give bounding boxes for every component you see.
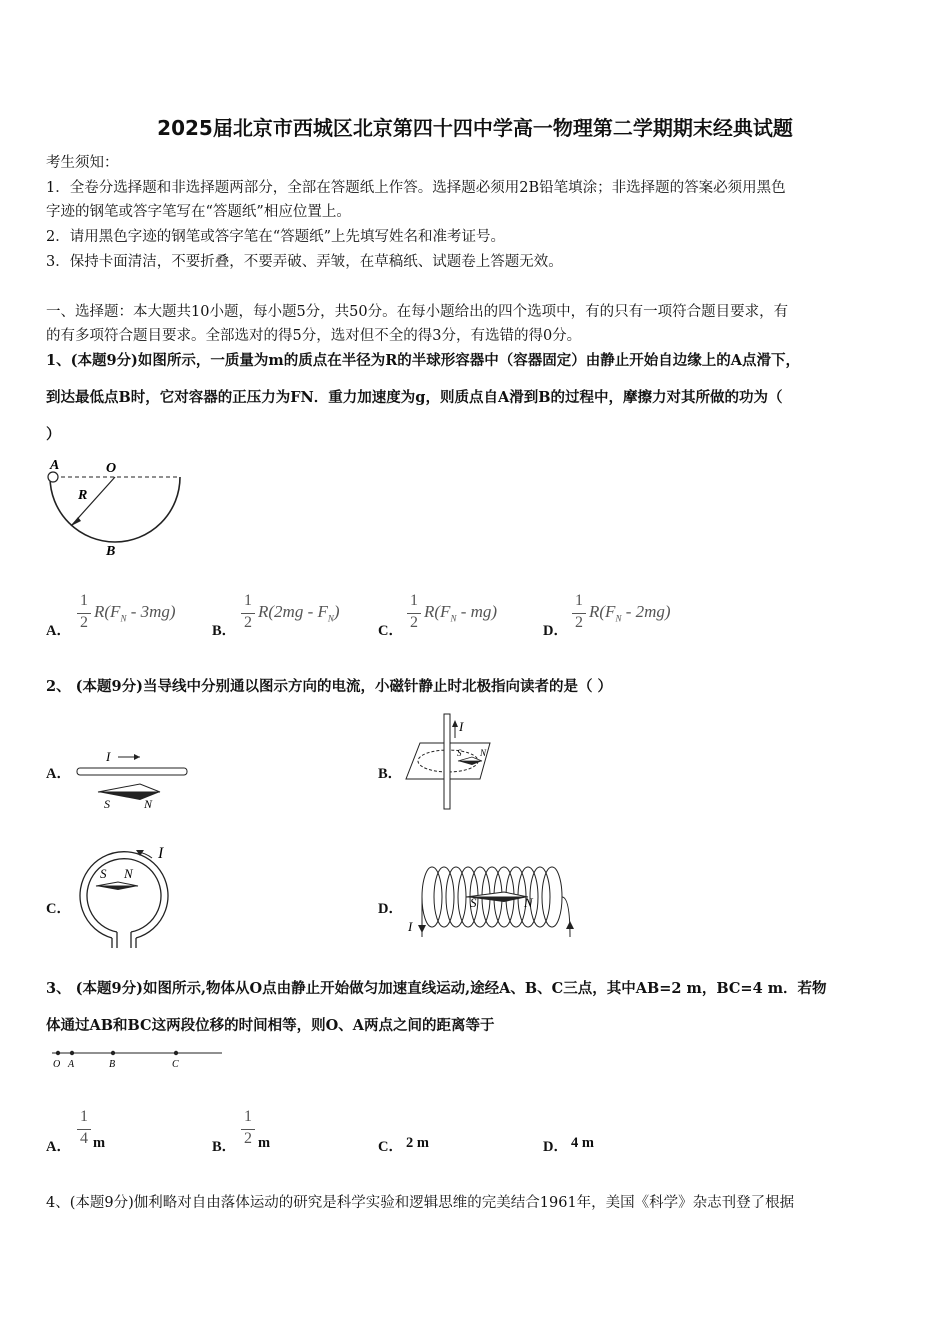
page-title: 2025届北京市西城区北京第四十四中学高一物理第二学期期末经典试题 (157, 116, 793, 140)
label-s: S (470, 895, 477, 910)
option-label: B． (212, 1139, 237, 1155)
notice-heading: 考生须知： (46, 155, 119, 171)
q2-stem: 2、 (本题9分)当导线中分别通以图示方向的电流，小磁针静止时北极指向读者的是（ ） (46, 678, 612, 695)
label-n: N (144, 797, 153, 811)
option-unit: m (258, 1135, 271, 1151)
section-intro: 的有多项符合题目要求。全部选对的得5分，选对但不全的得3分，有选错的得0分。 (46, 328, 582, 344)
label-s: S (457, 748, 462, 758)
label-current: I (408, 919, 413, 934)
label-n: N (480, 748, 487, 758)
option-expression: $R(2mg - F_N)$ (258, 602, 340, 624)
option-label: D． (543, 623, 568, 639)
exam-page: 2025届北京市西城区北京第四十四中学高一物理第二学期期末经典试题 考生须知： 1．全卷分选择题和非选择题两部分，全部在答题纸上作答。选择题必须用2B铅笔填涂；非选择题的答案必须用黑色 字迹的钢笔或答字笔写在“答题纸”相应位置上。 2．请用黑色字迹的钢笔或答字笔在“答题纸”上先填写姓名和准考证号。 3．保持卡面清洁，不要折叠，不要弄破、弄皱，在草稿纸、试题卷上答题无效。 一、选择题：本大题共10小题，每小题5分，共50分。在每小题给出的四个选项中，有的只有一项符合题目要求，有 的有多项符合题目要求。全部选对的得5分，选对但不全的得3分，有选错的得0分。 1、(本题9分)如图所示，一质量为m的质点在半径为R的半球形容器中（容器固定）由静止开始自边缘上的A点滑下， 到达最低点B时，它对容器的正压力为FN．重力加速度为g，则质点自A滑到B的过程中，摩擦力对其所做的功为（ ） A O R B A． 1 2 $R(F_N - 3mg)$ B． 1 2 $R(2mg - F_N)$ C． 1 2 $R(F_N - mg)$ D． 1 2 $R(F_N - 2mg)$ 2、 (本题9分)当导线中分别通以图示方向的电流，小磁针静止时北极指向读者的是（ ） A． I S N B． I S N C． I S N D． I S N 3、 (本题9分)如图所示,物体从O点由静止开始做匀加速直线运动,途经A、B、C三点，其中AB=2 m，BC=4 m．若物 体通过AB和BC这两段位移的时间相等，则O、A两点之间的距离等于 O A B C A． 1 4 m B． 1 2 m C． 2 m D． 4 m 4、(本题9分)伽利略对自由落体运动的研究是科学实验和逻辑思维的完美结合1961年，美国《科学》杂志刊登了根据 (0, 0, 950, 1344)
option-label: B． (212, 623, 237, 639)
section-intro: 一、选择题：本大题共10小题，每小题5分，共50分。在每小题给出的四个选项中，有的只有一项符合题目要求，有 (46, 304, 789, 320)
label-s: S (104, 797, 110, 811)
straight-wire-figure (70, 748, 195, 813)
label-s: S (100, 866, 107, 881)
option-expression: $R(F_N - 3mg)$ (94, 602, 176, 624)
option-unit: m (93, 1135, 106, 1151)
label-current: I (459, 719, 464, 734)
notice-item: 2．请用黑色字迹的钢笔或答字笔在“答题纸”上先填写姓名和准考证号。 (46, 229, 506, 245)
option-expression: $R(F_N - 2mg)$ (589, 602, 671, 624)
label-b: B (106, 544, 116, 559)
label-n: N (524, 895, 533, 910)
q4-stem: 4、(本题9分)伽利略对自由落体运动的研究是科学实验和逻辑思维的完美结合1961年，美国《科学》杂志刊登了根据 (46, 1195, 795, 1211)
point-label-c: C (172, 1059, 179, 1070)
option-label: A． (46, 623, 71, 639)
notice-item: 字迹的钢笔或答字笔写在“答题纸”相应位置上。 (46, 204, 351, 220)
label-current: I (106, 749, 111, 764)
point-label-a: A (68, 1059, 75, 1070)
q1-stem: 1、(本题9分)如图所示，一质量为m的质点在半径为R的半球形容器中（容器固定）由静止开始自边缘上的A点滑下， (46, 352, 801, 369)
point-label-o: O (53, 1059, 61, 1070)
q3-stem: 体通过AB和BC这两段位移的时间相等，则O、A两点之间的距离等于 (46, 1017, 495, 1034)
label-current: I (158, 845, 164, 862)
point-label-b: B (109, 1059, 116, 1070)
q1-stem: 到达最低点B时，它对容器的正压力为FN．重力加速度为g，则质点自A滑到B的过程中，摩擦力对其所做的功为（ (46, 389, 783, 406)
vertical-wire-plane-figure (400, 710, 500, 812)
q3-stem: 3、 (本题9分)如图所示,物体从O点由静止开始做匀加速直线运动,途经A、B、C三点，其中AB=2 m，BC=4 m．若物 (46, 980, 827, 997)
option-label: C． (378, 623, 403, 639)
q2-option-c-label[interactable]: C． (46, 901, 71, 917)
notice-item: 1．全卷分选择题和非选择题两部分，全部在答题纸上作答。选择题必须用2B铅笔填涂；非选择题的答案必须用黑色 (46, 180, 786, 196)
label-o: O (106, 461, 117, 476)
q2-option-d-label[interactable]: D． (378, 901, 403, 917)
option-value: 4 m (571, 1135, 594, 1151)
label-a: A (50, 458, 60, 473)
q1-stem: ） (46, 426, 61, 443)
option-expression: $R(F_N - mg)$ (424, 602, 498, 624)
option-value: 2 m (406, 1135, 429, 1151)
circular-loop-figure (72, 840, 187, 952)
option-label: D． (543, 1139, 568, 1155)
number-line-figure (46, 1044, 226, 1074)
q2-option-b-label[interactable]: B． (378, 766, 403, 782)
label-n: N (124, 866, 133, 881)
label-r: R (78, 488, 88, 503)
option-label: A． (46, 1139, 71, 1155)
q2-option-a-label[interactable]: A． (46, 766, 71, 782)
solenoid-figure (404, 855, 584, 945)
notice-item: 3．保持卡面清洁，不要折叠，不要弄破、弄皱，在草稿纸、试题卷上答题无效。 (46, 254, 563, 270)
hemisphere-bowl-figure (40, 455, 190, 565)
option-label: C． (378, 1139, 403, 1155)
